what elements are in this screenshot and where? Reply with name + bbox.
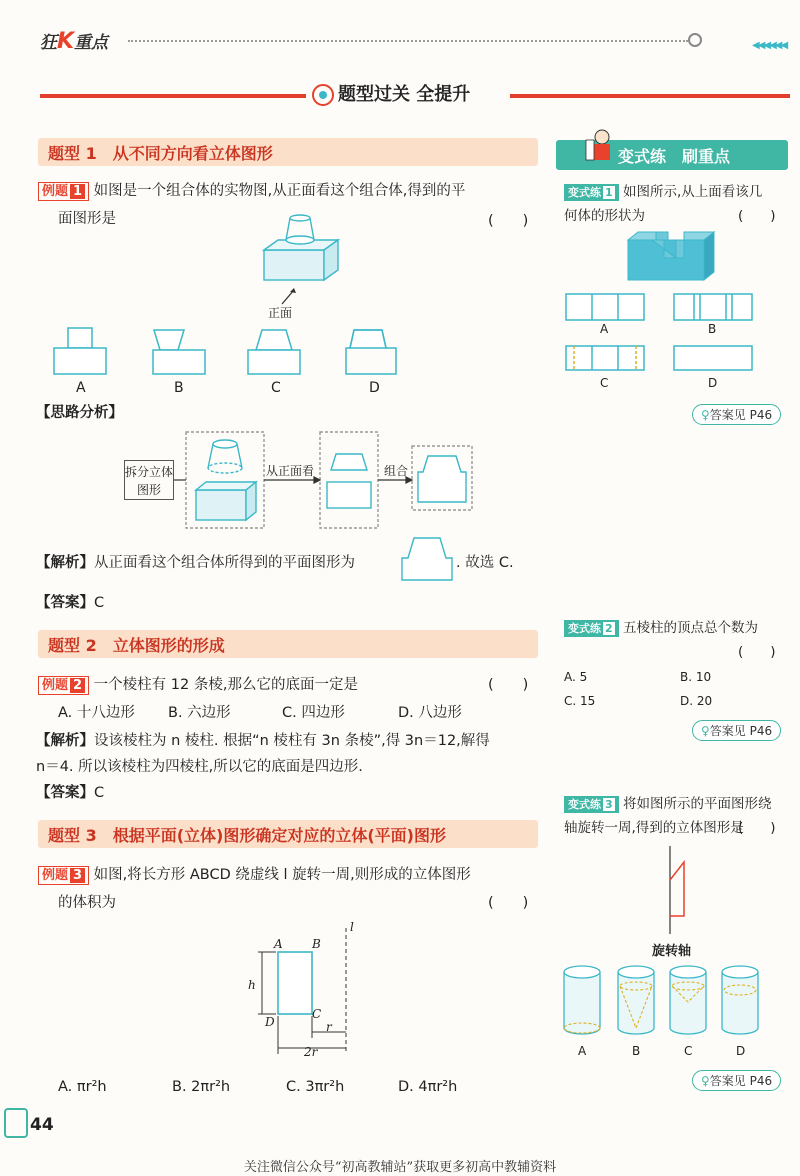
side-q3-option-b: B — [632, 1044, 641, 1058]
flow-arrow-1-label: 从正面看 — [266, 464, 315, 478]
choice-c: C. 3πr²h — [286, 1079, 345, 1095]
side-q1-answer-ref[interactable]: ♀答案见 P46 — [692, 404, 781, 425]
label-l: l — [350, 920, 354, 934]
header-circle-icon — [688, 33, 702, 47]
example-2-answer: C — [94, 785, 105, 801]
side-q3-option-figures — [560, 962, 790, 1042]
option-c-label: C — [271, 380, 281, 396]
option-b-base — [153, 350, 205, 374]
side-q3-option-d: D — [736, 1044, 746, 1058]
notched-block-figure — [628, 228, 728, 284]
example-tag: 例题 3 — [38, 866, 89, 885]
example-3-line2: 的体积为 — [58, 895, 116, 911]
flow-start-box: 拆分立体图形 — [124, 460, 174, 500]
answer-paren: ( ) — [488, 677, 529, 693]
banner-rule-left — [40, 94, 306, 98]
logo-suffix: 重点 — [74, 33, 109, 53]
example-tag: 例题 1 — [38, 182, 89, 201]
student-mascot-icon — [582, 128, 622, 164]
answer-paren: ( ) — [738, 208, 776, 224]
option-a-base — [54, 348, 106, 374]
solution-text: 从正面看这个组合体所得到的平面图形为 — [94, 555, 355, 571]
example-1-answer: C — [94, 595, 105, 611]
choice-b: B. 2πr²h — [172, 1079, 231, 1095]
choice-d: D. 4πr²h — [398, 1079, 458, 1095]
example-3 — [38, 862, 548, 888]
example-2-solution: 【解析】设该棱柱为 n 棱柱. 根据“n 棱柱有 3n 条棱”,得 3n＝12,解得 — [36, 733, 490, 749]
solution-head: 【解析】 — [36, 555, 94, 571]
answer-paren: ( ) — [738, 644, 776, 660]
label-d: D — [265, 1015, 275, 1029]
side-q2-choice-b: B. 10 — [680, 670, 712, 684]
side-question-3: 变式练 3 将如图所示的平面图形绕 — [564, 792, 790, 816]
sidebar-heading: 变式练 刷重点 — [556, 140, 788, 170]
option-d-top — [350, 330, 386, 348]
side-q1-option-figures — [560, 290, 790, 370]
example-1-line2: 面图形是 — [58, 211, 116, 227]
logo-k: K — [57, 29, 75, 54]
side-q3-line2: 轴旋转一周,得到的立体图形是 — [564, 820, 744, 836]
example-2-solution-line2: n＝4. 所以该棱柱为四棱柱,所以它的底面是四边形. — [36, 759, 363, 775]
answer-paren: ( ) — [488, 895, 529, 911]
side-q2-choice-a: A. 5 — [564, 670, 588, 684]
option-b-top — [154, 330, 184, 350]
label-a: A — [274, 937, 283, 951]
side-q1-option-d: D — [708, 376, 718, 390]
flow-arrow-2-label: 组合 — [384, 464, 409, 478]
side-q2-answer-ref[interactable]: ♀答案见 P46 — [692, 720, 781, 741]
example-3-line1: 如图,将长方形 ABCD 绕虚线 l 旋转一周,则形成的立体图形 — [93, 867, 471, 883]
axis-label: 旋转轴 — [652, 944, 692, 959]
side-q1-line2: 何体的形状为 — [564, 208, 645, 224]
side-q2-choice-c: C. 15 — [564, 694, 596, 708]
analysis-heading: 【思路分析】 — [36, 405, 123, 421]
example-tag: 例题 2 — [38, 676, 89, 695]
target-icon — [312, 84, 334, 106]
label-2r: 2r — [304, 1045, 318, 1059]
side-q1-option-c: C — [600, 376, 609, 390]
answer-head: 【答案】 — [36, 785, 94, 801]
side-q2-choice-d: D. 20 — [680, 694, 713, 708]
option-c-base — [248, 350, 300, 374]
front-label: 正面 — [268, 306, 293, 320]
label-c: C — [312, 1007, 322, 1021]
answer-paren: ( ) — [488, 213, 529, 229]
rectangle-rotation-figure — [240, 922, 360, 1062]
choice-b: B. 六边形 — [168, 705, 231, 721]
side-q3-option-a: A — [578, 1044, 587, 1058]
banner-title: 题型过关 全提升 — [338, 84, 471, 105]
option-a-top — [68, 328, 92, 348]
solution-text-end: . 故选 C. — [456, 555, 514, 571]
section-banner — [312, 80, 470, 106]
header-triangles-icon: ◀◀◀◀◀◀ — [752, 40, 787, 51]
side-question-1: 变式练 1 如图所示,从上面看该几 — [564, 180, 790, 204]
answer-head: 【答案】 — [36, 595, 94, 611]
option-a-label: A — [76, 380, 86, 396]
page-corner-icon — [4, 1108, 28, 1138]
footer-note: 关注微信公众号“初高教辅站”获取更多初高中教辅资料 — [243, 1160, 557, 1175]
side-q1-option-b: B — [708, 322, 717, 336]
front-arrow-icon — [280, 286, 300, 306]
logo-prefix: 狂 — [40, 33, 57, 53]
choice-a: A. πr²h — [58, 1079, 107, 1095]
brand-logo — [40, 28, 108, 54]
option-c-top — [256, 330, 292, 350]
option-b-label: B — [174, 380, 184, 396]
example-1 — [38, 178, 538, 204]
option-d-label: D — [369, 380, 380, 396]
solution-inline-figure — [398, 534, 458, 584]
rotation-shape-figure — [656, 846, 696, 936]
label-h: h — [248, 978, 256, 992]
side-tag: 变式练 1 — [564, 184, 619, 201]
side-q3-answer-ref[interactable]: ♀答案见 P46 — [692, 1070, 781, 1091]
side-tag: 变式练 3 — [564, 796, 619, 813]
topic-heading-2: 题型 2 立体图形的形成 — [38, 630, 538, 658]
choice-d: D. 八边形 — [398, 705, 462, 721]
banner-rule-right — [510, 94, 790, 98]
example-2-question: 一个棱柱有 12 条棱,那么它的底面一定是 — [93, 677, 358, 693]
topic-heading-3: 题型 3 根据平面(立体)图形确定对应的立体(平面)图形 — [38, 820, 538, 848]
example-1-solution — [36, 550, 355, 576]
side-q3-option-c: C — [684, 1044, 693, 1058]
header-dotted-rule — [128, 40, 688, 42]
side-q1-option-a: A — [600, 322, 609, 336]
flow-diagram — [0, 424, 800, 534]
composite-solid-figure — [262, 228, 352, 298]
page-number: 44 — [30, 1115, 54, 1135]
example-1-option-figures — [50, 328, 450, 378]
label-r: r — [326, 1020, 332, 1034]
choice-a: A. 十八边形 — [58, 705, 135, 721]
example-2 — [38, 672, 478, 698]
example-1-line1: 如图是一个组合体的实物图,从正面看这个组合体,得到的平 — [93, 183, 466, 199]
label-b: B — [312, 937, 321, 951]
side-tag: 变式练 2 — [564, 620, 619, 637]
choice-c: C. 四边形 — [282, 705, 345, 721]
topic-heading-1: 题型 1 从不同方向看立体图形 — [38, 138, 538, 166]
answer-paren: ( ) — [738, 820, 776, 836]
side-question-2: 变式练 2 五棱柱的顶点总个数为 — [564, 616, 790, 640]
